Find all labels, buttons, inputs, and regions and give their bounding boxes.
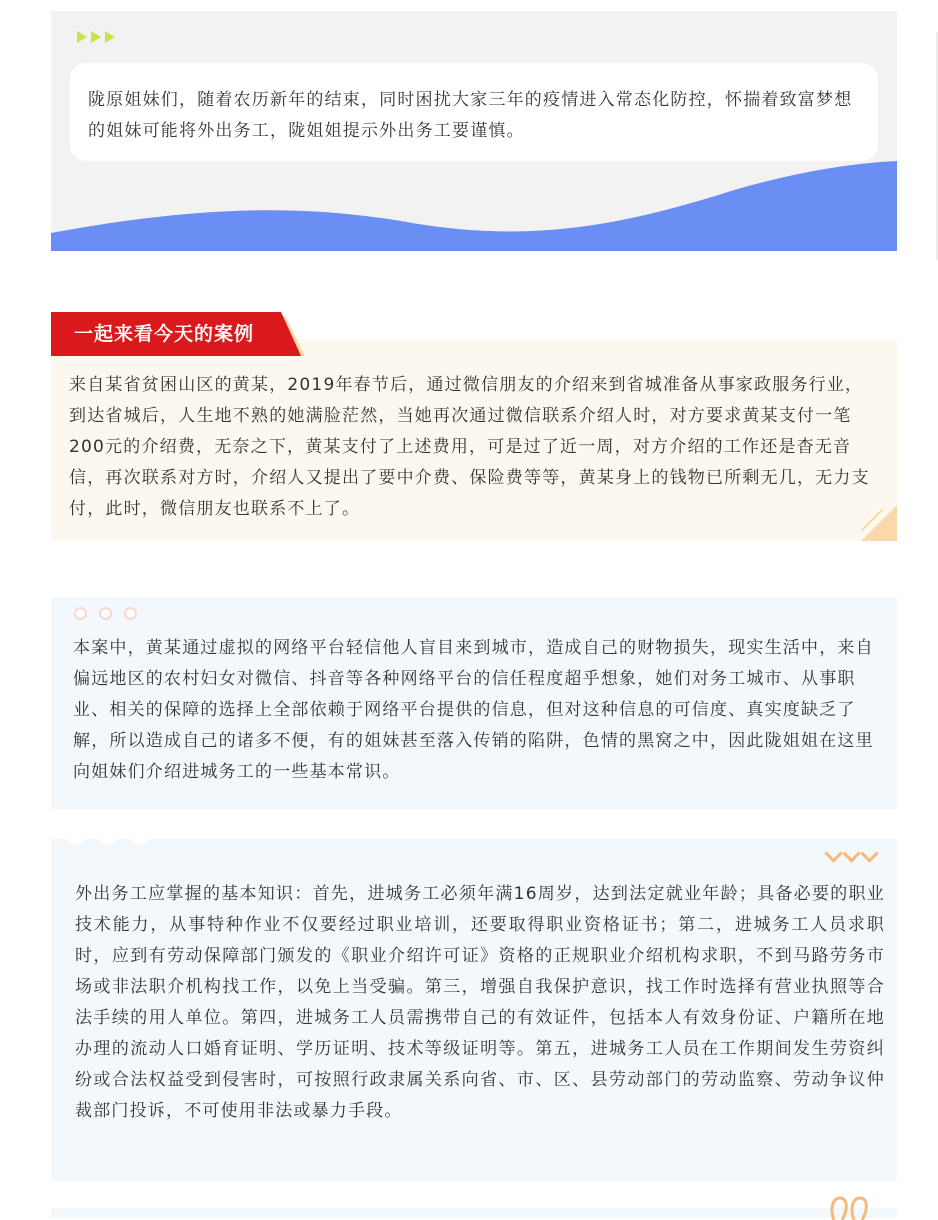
intro-text: 陇原姐妹们，随着农历新年的结束，同时困扰大家三年的疫情进入常态化防控，怀揣着致富梦想的姐妹可能将外出务工，陇姐姐提示外出务工要谨慎。 [88, 90, 853, 141]
triangle-right-icon [91, 31, 101, 43]
analysis-section [51, 597, 897, 809]
arrow-decoration [77, 31, 115, 43]
corner-decoration [861, 505, 897, 541]
circle-icon [124, 607, 137, 620]
tab-decoration [65, 828, 151, 844]
dots-decoration [74, 607, 137, 620]
next-section [51, 1208, 897, 1218]
analysis-text: 本案中，黄某通过虚拟的网络平台轻信他人盲目来到城市，造成自己的财物损失，现实生活中，来自偏远地区的农村妇女对微信、抖音等各种网络平台的信任程度超乎想象，她们对务工城市、从事职业、相关的保障的选择上全部依赖于网络平台提供的信息，但对这种信息的可信度、真实度缺乏了解，所以造成自己的诸多不便，有的姐妹甚至落入传销的陷阱，色情的黑窝之中，因此陇姐姐在这里向姐妹们介绍进城务工的一些基本常识。 [73, 638, 874, 782]
half-circle-icon [129, 828, 151, 844]
intro-section [51, 11, 897, 251]
chevron-down-icon [824, 844, 842, 862]
triangle-right-icon [105, 31, 115, 43]
half-circle-icon [65, 828, 87, 844]
circle-icon [74, 607, 87, 620]
triangle-right-icon [77, 31, 87, 43]
chevron-down-icon [842, 844, 860, 862]
case-title: 一起来看今天的案例 [74, 323, 255, 345]
half-circle-icon [97, 828, 119, 844]
case-text: 来自某省贫困山区的黄某，2019年春节后，通过微信朋友的介绍来到省城准备从事家政服务行业，到达省城后，人生地不熟的她满脸茫然，当她再次通过微信联系介绍人时，对方要求黄某支付一笔200元的介绍费，无奈之下，黄某支付了上述费用，可是过了近一周，对方介绍的工作还是杳无音信，再次联系对方时，介绍人又提出了要中介费、保险费等等，黄某身上的钱物已所剩无几，无力支付，此时，微信朋友也联系不上了。 [69, 375, 870, 519]
chevrons-decoration [827, 847, 876, 860]
loop-decoration [828, 1196, 874, 1220]
knowledge-section [51, 839, 897, 1181]
intro-card [70, 63, 878, 161]
wave-decoration [51, 151, 897, 251]
case-section [51, 339, 897, 541]
chevron-down-icon [860, 844, 878, 862]
circle-icon [99, 607, 112, 620]
knowledge-text: 外出务工应掌握的基本知识：首先，进城务工必须年满16周岁，达到法定就业年龄；具备必要的职业技术能力，从事特种作业不仅要经过职业培训，还要取得职业资格证书；第二，进城务工人员求职时，应到有劳动保障部门颁发的《职业介绍许可证》资格的正规职业介绍机构求职，不到马路劳务市场或非法职介机构找工作，以免上当受骗。第三，增强自我保护意识，找工作时选择有营业执照等合法手续的用人单位。第四，进城务工人员需携带自己的有效证件，包括本人有效身份证、户籍所在地办理的流动人口婚育证明、学历证明、技术等级证明等。第五，进城务工人员在工作期间发生劳资纠纷或合法权益受到侵害时，可按照行政隶属关系向省、市、区、县劳动部门的劳动监察、劳动争议仲裁部门投诉，不可使用非法或暴力手段。 [75, 884, 885, 1121]
